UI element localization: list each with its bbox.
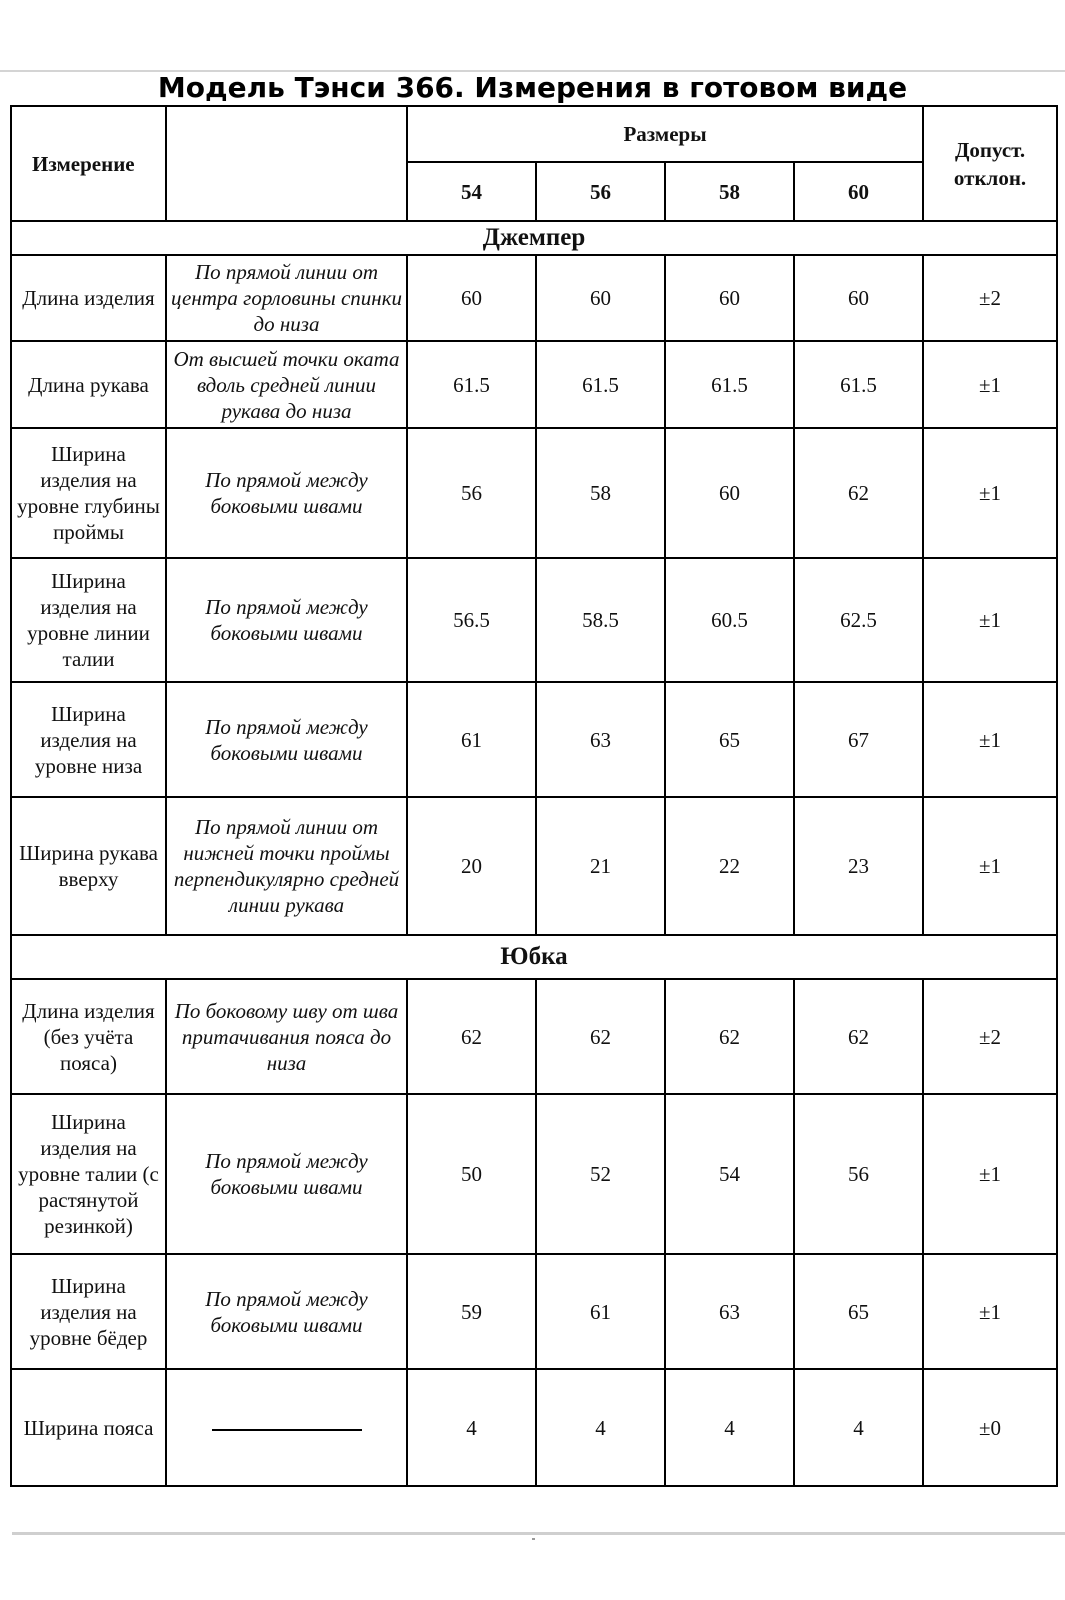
table-row — [11, 341, 1057, 428]
row-name: Ширина изделия на уровне бёдер — [11, 1254, 166, 1369]
value-cell: 4 — [665, 1369, 794, 1486]
row-description: По прямой между боковыми швами — [166, 1094, 407, 1254]
value-cell: 56.5 — [407, 558, 536, 682]
value-cell: 61.5 — [665, 341, 794, 428]
row-name: Ширина пояса — [11, 1369, 166, 1486]
value-cell: 60.5 — [665, 558, 794, 682]
value-cell: 62.5 — [794, 558, 923, 682]
value-cell: 20 — [407, 797, 536, 935]
value-cell: 4 — [794, 1369, 923, 1486]
value-cell: 61.5 — [794, 341, 923, 428]
value-cell: 4 — [407, 1369, 536, 1486]
tolerance-cell: ±0 — [923, 1369, 1057, 1486]
value-cell: 62 — [794, 979, 923, 1094]
row-name: Длина изделия — [11, 255, 166, 341]
section-row — [11, 935, 1057, 979]
tolerance-cell: ±1 — [923, 428, 1057, 558]
table-row — [11, 797, 1057, 935]
table-row — [11, 1254, 1057, 1369]
value-cell: 63 — [665, 1254, 794, 1369]
row-description: По прямой линии от центра горловины спинки до низа — [166, 255, 407, 341]
header-tolerance: Допуст. отклон. — [923, 106, 1057, 221]
page-title: Модель Тэнси 366. Измерения в готовом виде — [157, 71, 908, 104]
header-size: 56 — [536, 162, 665, 221]
value-cell: 56 — [794, 1094, 923, 1254]
table-row — [11, 558, 1057, 682]
value-cell: 60 — [407, 255, 536, 341]
tolerance-cell: ±1 — [923, 797, 1057, 935]
value-cell: 61.5 — [407, 341, 536, 428]
row-name: Ширина изделия на уровне глубины проймы — [11, 428, 166, 558]
section-title: Джемпер — [11, 221, 1057, 255]
value-cell: 60 — [665, 255, 794, 341]
value-cell: 50 — [407, 1094, 536, 1254]
tolerance-cell: ±1 — [923, 1254, 1057, 1369]
value-cell: 65 — [794, 1254, 923, 1369]
row-description: По боковому шву от шва притачивания пояса до низа — [166, 979, 407, 1094]
value-cell: 22 — [665, 797, 794, 935]
value-cell: 63 — [536, 682, 665, 797]
row-name: Длина рукава — [11, 341, 166, 428]
value-cell: 62 — [407, 979, 536, 1094]
value-cell: 67 — [794, 682, 923, 797]
row-name: Ширина изделия на уровне низа — [11, 682, 166, 797]
tolerance-cell: ±2 — [923, 979, 1057, 1094]
table-row — [11, 255, 1057, 341]
row-description: По прямой между боковыми швами — [166, 682, 407, 797]
value-cell: 62 — [665, 979, 794, 1094]
row-name: Ширина изделия на уровне линии талии — [11, 558, 166, 682]
tolerance-cell: ±1 — [923, 341, 1057, 428]
header-size: 54 — [407, 162, 536, 221]
value-cell: 4 — [536, 1369, 665, 1486]
tolerance-cell: ±1 — [923, 558, 1057, 682]
header-size: 60 — [794, 162, 923, 221]
row-name: Длина изделия (без учёта пояса) — [11, 979, 166, 1094]
table-row — [11, 1094, 1057, 1254]
value-cell: 54 — [665, 1094, 794, 1254]
table-row — [11, 979, 1057, 1094]
measurements-table — [10, 105, 1058, 1487]
value-cell: 60 — [536, 255, 665, 341]
value-cell: 56 — [407, 428, 536, 558]
value-cell: 62 — [536, 979, 665, 1094]
row-description-dash — [166, 1369, 407, 1486]
value-cell: 61.5 — [536, 341, 665, 428]
value-cell: 60 — [794, 255, 923, 341]
header-row-top — [11, 106, 1057, 162]
header-desc-blank — [166, 106, 407, 221]
row-description: По прямой между боковыми швами — [166, 1254, 407, 1369]
value-cell: 23 — [794, 797, 923, 935]
bottom-divider — [12, 1532, 1065, 1535]
value-cell: 59 — [407, 1254, 536, 1369]
value-cell: 65 — [665, 682, 794, 797]
table-row — [11, 428, 1057, 558]
section-row — [11, 221, 1057, 255]
table-row — [11, 682, 1057, 797]
section-title: Юбка — [11, 935, 1057, 979]
value-cell: 21 — [536, 797, 665, 935]
value-cell: 60 — [665, 428, 794, 558]
empty-description-line — [212, 1429, 362, 1431]
row-description: По прямой между боковыми швами — [166, 558, 407, 682]
row-name: Ширина рукава вверху — [11, 797, 166, 935]
header-measure: Измерение — [11, 106, 166, 221]
tolerance-cell: ±2 — [923, 255, 1057, 341]
row-description: По прямой линии от нижней точки проймы перпендикулярно средней линии рукава — [166, 797, 407, 935]
row-description: По прямой между боковыми швами — [166, 428, 407, 558]
row-name: Ширина изделия на уровне талии (с растянутой резинкой) — [11, 1094, 166, 1254]
value-cell: 58 — [536, 428, 665, 558]
value-cell: 62 — [794, 428, 923, 558]
tolerance-cell: ±1 — [923, 682, 1057, 797]
value-cell: 61 — [407, 682, 536, 797]
table-row — [11, 1369, 1057, 1486]
value-cell: 61 — [536, 1254, 665, 1369]
value-cell: 52 — [536, 1094, 665, 1254]
tolerance-cell: ±1 — [923, 1094, 1057, 1254]
measurements-table-container — [10, 105, 1056, 1487]
header-sizes: Размеры — [407, 106, 923, 162]
header-size: 58 — [665, 162, 794, 221]
page-scroll-mark — [532, 1538, 535, 1540]
row-description: От высшей точки оката вдоль средней линии рукава до низа — [166, 341, 407, 428]
value-cell: 58.5 — [536, 558, 665, 682]
